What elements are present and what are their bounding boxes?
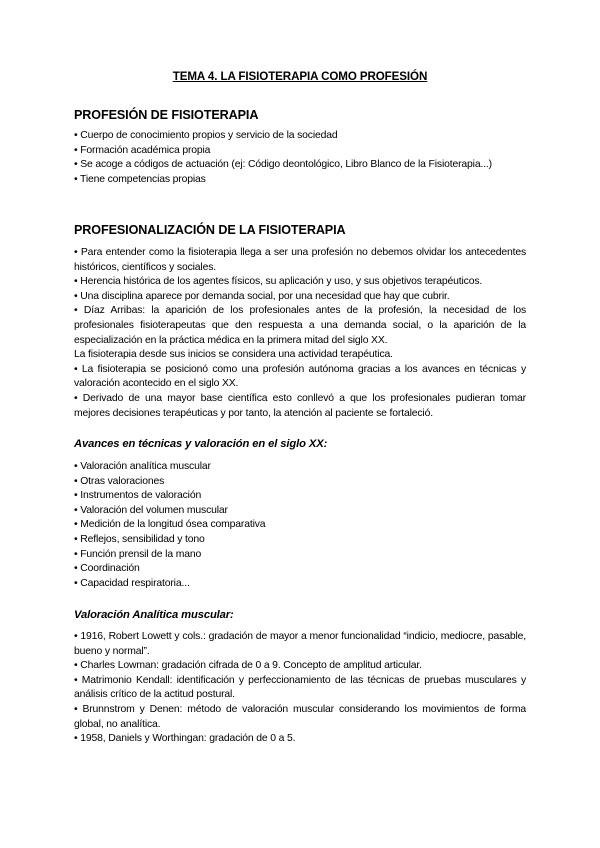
paragraph: La fisioterapia desde sus inicios se considera una actividad terapéutica. bbox=[74, 349, 393, 361]
paragraph: • 1958, Daniels y Worthingan: gradación de 0 a 5. bbox=[74, 733, 296, 745]
paragraph: • Matrimonio Kendall: identificación y perfeccionamiento de las técnicas de pruebas musculares y análisis crítico de la actitud postural. bbox=[74, 674, 526, 701]
section-avances-list bbox=[74, 460, 526, 591]
paragraph: • La fisioterapia se posicionó como una profesión autónoma gracias a los avances en técnicas y valoración acontecido en el siglo XX. bbox=[74, 363, 526, 390]
section-heading-profesion: PROFESIÓN DE FISIOTERAPIA bbox=[74, 108, 259, 122]
paragraph: • Brunnstrom y Denen: método de valoración muscular considerando los movimientos de forma global, no analítica. bbox=[74, 703, 526, 730]
list-item: • Valoración del volumen muscular bbox=[74, 504, 228, 516]
section-heading-avances: Avances en técnicas y valoración en el siglo XX: bbox=[74, 438, 328, 450]
list-item: • Formación académica propia bbox=[74, 144, 211, 156]
list-item: • Reflejos, sensibilidad y tono bbox=[74, 533, 205, 545]
section-profesion-list bbox=[74, 129, 526, 187]
paragraph: • Derivado de una mayor base científica esto conllevó a que los profesionales pudieran tomar mejores decisiones terapéuticas y por tanto, la atención al paciente se fortaleció. bbox=[74, 392, 526, 419]
section-valoracion-text bbox=[74, 630, 526, 747]
list-item: • Otras valoraciones bbox=[74, 475, 165, 487]
paragraph: • Herencia histórica de los agentes físicos, su aplicación y uso, y sus objetivos terapéuticos. bbox=[74, 276, 483, 288]
section-heading-profesionalizacion: PROFESIONALIZACIÓN DE LA FISIOTERAPIA bbox=[74, 223, 346, 237]
section-profesionalizacion-text bbox=[74, 246, 526, 421]
list-item: • Valoración analítica muscular bbox=[74, 461, 211, 472]
list-item: • Se acoge a códigos de actuación (ej: Código deontológico, Libro Blanco de la Fisioterapia...) bbox=[74, 159, 492, 171]
paragraph: • Díaz Arribas: la aparición de los profesionales antes de la profesión, la necesidad de los profesionales fisioterapeutas que den respuesta a una demanda social, o la aparición de la especialización en la práctica médica en la primera mitad del siglo XX. bbox=[74, 305, 526, 346]
paragraph: • Charles Lowman: gradación cifrada de 0 a 9. Concepto de amplitud articular. bbox=[74, 660, 422, 672]
list-item: • Cuerpo de conocimiento propios y servicio de la sociedad bbox=[74, 130, 338, 141]
section-heading-valoracion: Valoración Analítica muscular: bbox=[74, 609, 234, 621]
list-item: • Función prensil de la mano bbox=[74, 548, 202, 560]
paragraph: • Una disciplina aparece por demanda social, por una necesidad que hay que cubrir. bbox=[74, 290, 450, 302]
list-item: • Coordinación bbox=[74, 563, 140, 575]
list-item: • Capacidad respiratoria... bbox=[74, 577, 190, 589]
document-title: TEMA 4. LA FISIOTERAPIA COMO PROFESIÓN bbox=[172, 70, 428, 83]
paragraph: • 1916, Robert Lowett y cols.: gradación de mayor a menor funcionalidad “indicio, mediocre, pasable, bueno y normal”. bbox=[74, 631, 526, 657]
list-item: • Medición de la longitud ósea comparativa bbox=[74, 519, 266, 531]
list-item: • Tiene competencias propias bbox=[74, 173, 206, 185]
list-item: • Instrumentos de valoración bbox=[74, 490, 202, 502]
paragraph: • Para entender como la fisioterapia llega a ser una profesión no debemos olvidar los antecedentes históricos, científicos y sociales. bbox=[74, 247, 526, 273]
